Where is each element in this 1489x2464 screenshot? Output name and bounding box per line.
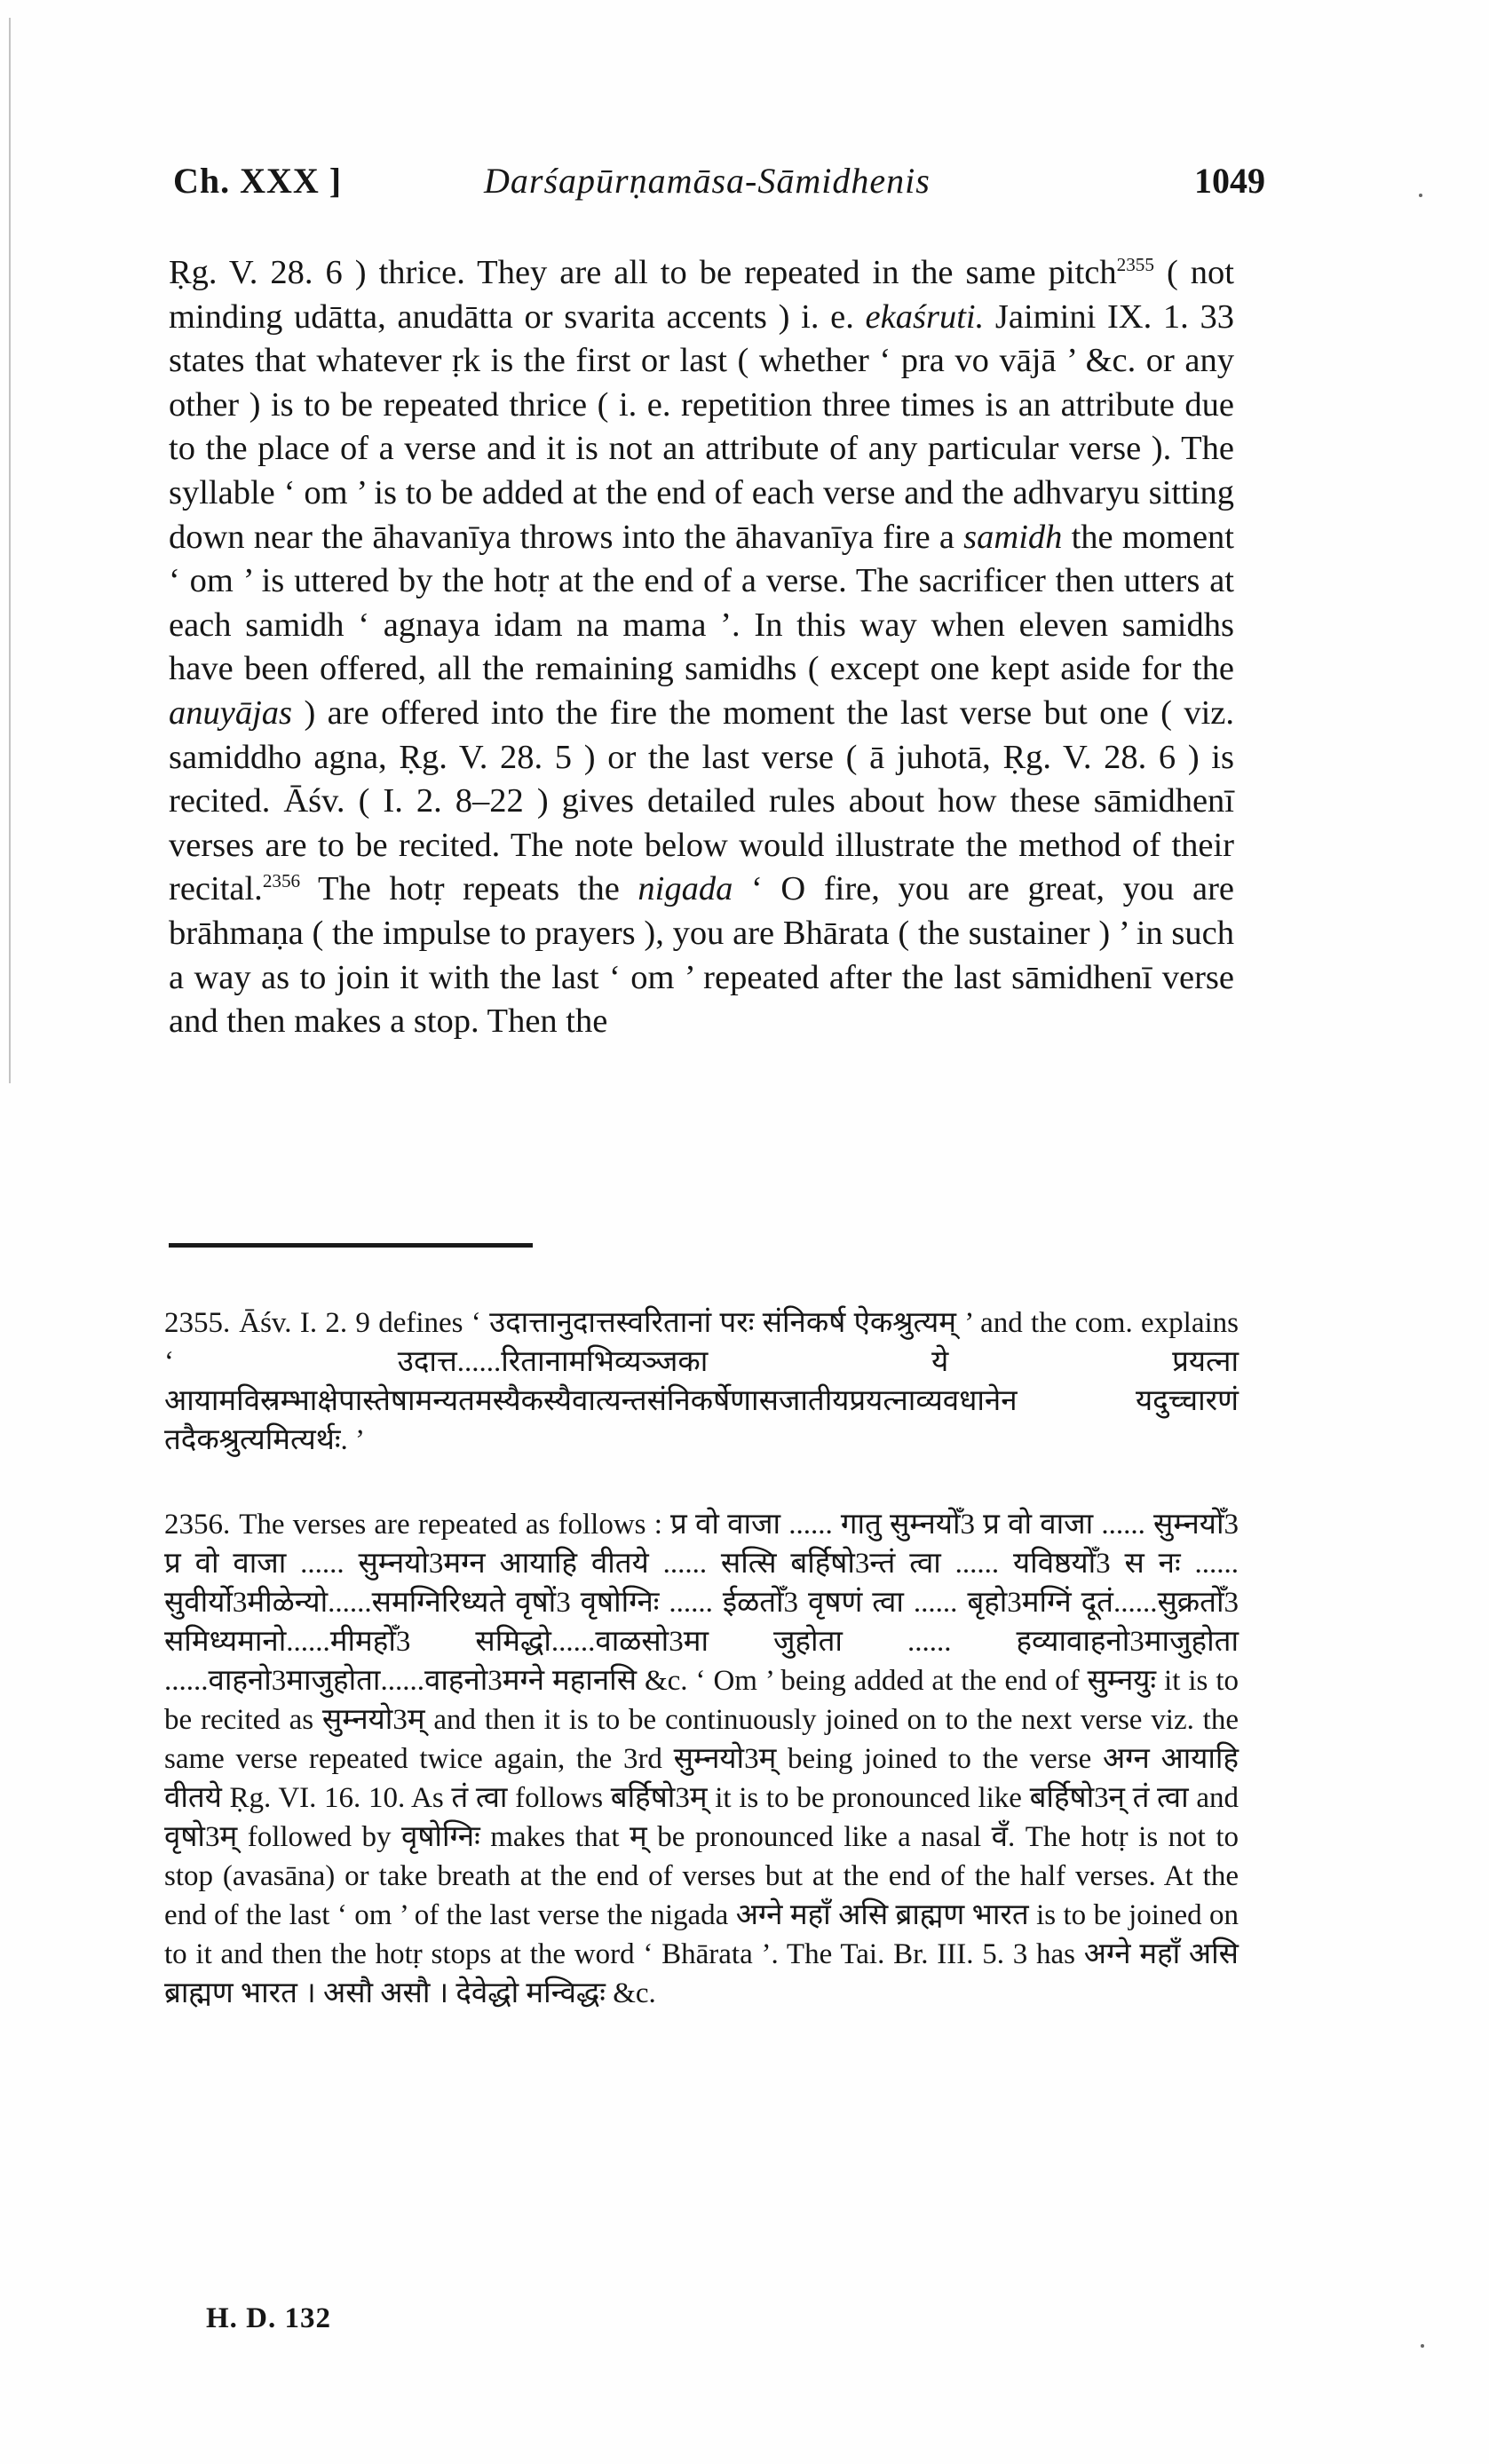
text-run: ( not minding udātta, anudātta or svarita accents ) i. e. [169, 254, 1234, 336]
text-run: Jaimini IX. 1. 33 states that whatever ṛk is the first or last ( whether ‘ pra vo vājā ’ &c. or any other ) is to be repeated thrice ( i. e. repetition three times is an attribute due to the place of a verse and it is not an attribute of any particular verse ). The syllable ‘ om ’ is to be added at the end of each verse and the adhvaryu sitting down near the āhavanīya throws into the āhavanīya fire a [169, 297, 1234, 556]
running-title: Darśapūrṇamāsa-Sāmidhenis [484, 161, 931, 201]
text-run: Ṛg. V. 28. 6 ) thrice. They are all to be repeated in the same pitch [169, 254, 1117, 291]
signature-mark: H. D. 132 [206, 2302, 331, 2334]
page-number: 1049 [1194, 161, 1265, 201]
footnote-text: The verses are repeated as follows : प्र वो वाजा ...... गातु सुम्नयोँ3 प्र वो वाजा ...... सुम्नयोँ3 प्र वो वाजा ...... सुम्नयो3मग्न आयाहि वीतये ...... सत्सि बर्हिषो3न्तं त्वा ...... यविष्ठयोँ3 स नः ...... सुवीर्यो3मीळेन्यो......समग्निरिध्यते वृषों3 वृषोग्निः ...... ईळतोँ3 वृषणं त्वा ...... बृहो3मग्निं दूतं......सुक्रतोँ3 समिध्यमानो......मीमहोँ3 समिद्धो......वाळसो3मा जुहोता ...... हव्यावाहनो3माजुहोता ......वाहनो3माजुहोता......वाहनो3मग्ने महानसि &c. ‘ Om ’ being added at the end of सुम्नयुः it is to be recited as सुम्नयो3म् and then it is to be continuously joined on to the next verse viz. the same verse repeated twice again, the 3rd सुम्नयो3म् being joined to the verse अग्न आयाहि वीतये Ṛg. VI. 16. 10. As तं त्वा follows बर्हिषो3म् it is to be pronounced like बर्हिषो3न् तं त्वा and वृषो3म् followed by वृषोग्निः makes that म् be pronounced like a nasal वँ. The hotṛ is not to stop (avasāna) or take breath at the end of verses but at the end of the half verses. At the end of the last ‘ om ’ of the last verse the nigada अग्ने महाँ असि ब्राह्मण भारत is to be joined on to it and then the hotṛ stops at the word ‘ Bhārata ’. The Tai. Br. III. 5. 3 has अग्ने महाँ असि ब्राह्मण भारत । असौ असौ । देवेद्धो मन्विद्धः &c. [164, 1509, 1239, 2009]
italic-term: samidh [963, 518, 1063, 556]
text-run: ‘ O fire, you are great, you are brāhmaṇa ( the impulse to prayers ), you are Bhārata ( the sustainer ) ’ in such a way as to join it with the last ‘ om ’ repeated after the last sāmidhenī verse and then makes a stop. Then the [169, 870, 1234, 1041]
footnote-2355 [164, 1303, 1239, 1460]
footnote-2356 [164, 1505, 1239, 2013]
footnote-divider [169, 1243, 533, 1248]
scan-speck [1421, 2344, 1424, 2348]
page-header [173, 160, 1265, 222]
footnote-reference: 2355 [1116, 254, 1154, 276]
italic-term: nigada [638, 870, 733, 908]
text-run: the moment ‘ om ’ is uttered by the hotṛ at the end of a verse. The sacrificer then utters at each samidh ‘ agnaya idam na mama ’. In this way when eleven samidhs have been offered, all the remaining samidhs ( except one kept aside for the [169, 518, 1234, 688]
text-run: ) are offered into the fire the moment the last verse but one ( viz. samiddho agna, Ṛg. V. 28. 5 ) or the last verse ( ā juhotā, Ṛg. V. 28. 6 ) is recited. Āśv. ( I. 2. 8–22 ) gives detailed rules about how these sāmidhenī verses are to be recited. The note below would illustrate the method of their recital. [169, 693, 1234, 908]
footnote-label: 2355. [164, 1307, 231, 1339]
footnote-label: 2356. [164, 1509, 231, 1541]
text-run: The hotṛ repeats the [300, 870, 638, 908]
chapter-label: Ch. XXX ] [173, 161, 343, 201]
scan-edge-line [9, 18, 11, 1083]
footnote-reference: 2356 [262, 870, 301, 892]
body-paragraph [169, 251, 1234, 1044]
italic-term: ekaśruti. [865, 297, 985, 336]
italic-term: anuyājas [169, 693, 293, 732]
footnote-text: Āśv. I. 2. 9 defines ‘ उदात्तानुदात्तस्वरितानां परः संनिकर्ष ऐकश्रुत्यम् ’ and the com. explains ‘ उदात्त......रितानामभिव्यञ्जका ये प्रयत्ना आयामविस्रम्भाक्षेपास्तेषामन्यतमस्यैकस्यैवात्यन्तसंनिकर्षेणासजातीयप्रयत्नाव्यवधानेन यदुच्चारणं तदैकश्रुत्यमित्यर्थः. ’ [164, 1307, 1239, 1456]
scan-speck [1419, 194, 1422, 197]
